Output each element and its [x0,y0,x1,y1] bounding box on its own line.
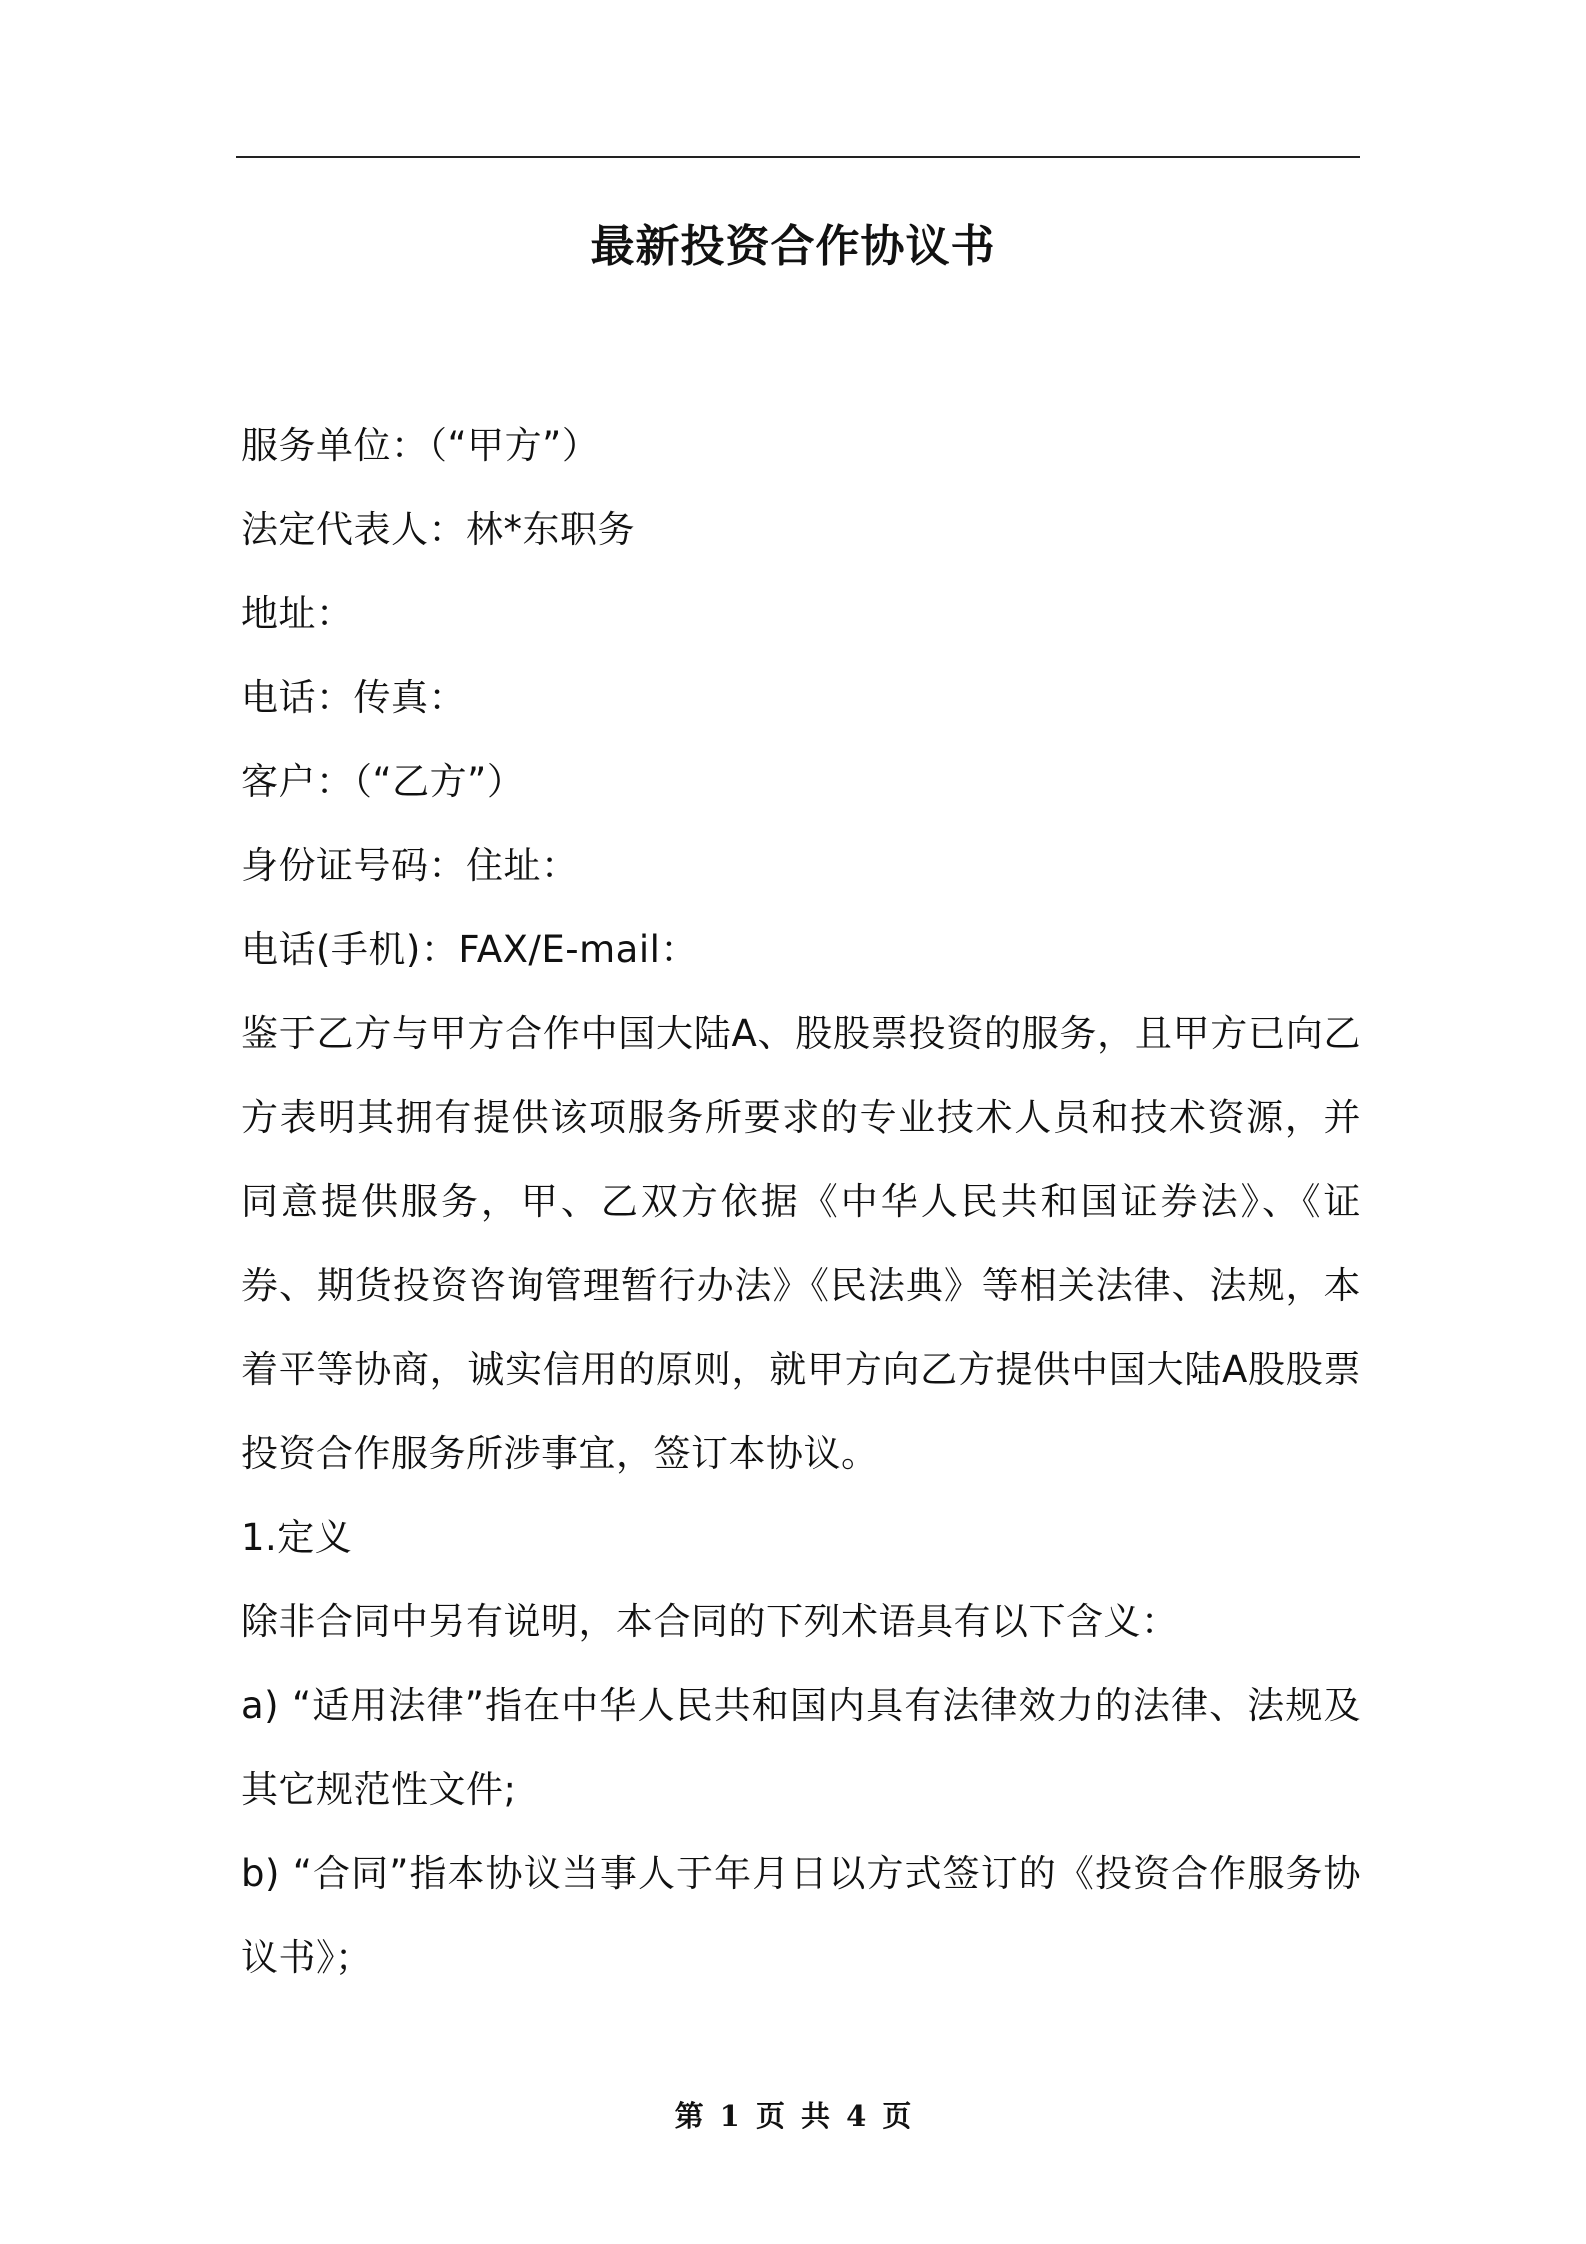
field-service-unit: 服务单位：（“甲方”） [241,424,600,467]
section-heading-definitions: 1.定义 [241,1516,353,1559]
field-legal-representative: 法定代表人：林*东职务 [241,508,635,551]
page-number-footer: 第 1 页 共 4 页 [674,2099,912,2133]
field-address: 地址： [241,592,354,635]
field-mobile-fax-email: 电话(手机)：FAX/E-mail： [241,928,698,971]
definition-b: b) “合同”指本协议当事人于年月日以方式签订的《投资合作服务协议书》； [241,1852,1361,1979]
section-intro: 除非合同中另有说明，本合同的下列术语具有以下含义： [241,1600,1179,1643]
header-rule [236,156,1360,158]
preamble-paragraph: 鉴于乙方与甲方合作中国大陆A、股股票投资的服务，且甲方已向乙方表明其拥有提供该项服务所要求的专业技术人员和技术资源，并同意提供服务，甲、乙双方依据《中华人民共和国证券法》、《证券、期货投资咨询管理暂行办法》《民法典》等相关法律、法规，本着平等协商，诚实信用的原则，就甲方向乙方提供中国大陆A股股票投资合作服务所涉事宜，签订本协议。 [241,1012,1361,1475]
field-id-residence: 身份证号码：住址： [241,844,579,887]
definition-a: a) “适用法律”指在中华人民共和国内具有法律效力的法律、法规及其它规范性文件; [241,1684,1361,1811]
field-client: 客户：（“乙方”） [241,760,525,803]
document-title: 最新投资合作协议书 [590,221,996,272]
document-body [241,404,1361,2000]
field-phone-fax: 电话：传真： [241,676,466,719]
